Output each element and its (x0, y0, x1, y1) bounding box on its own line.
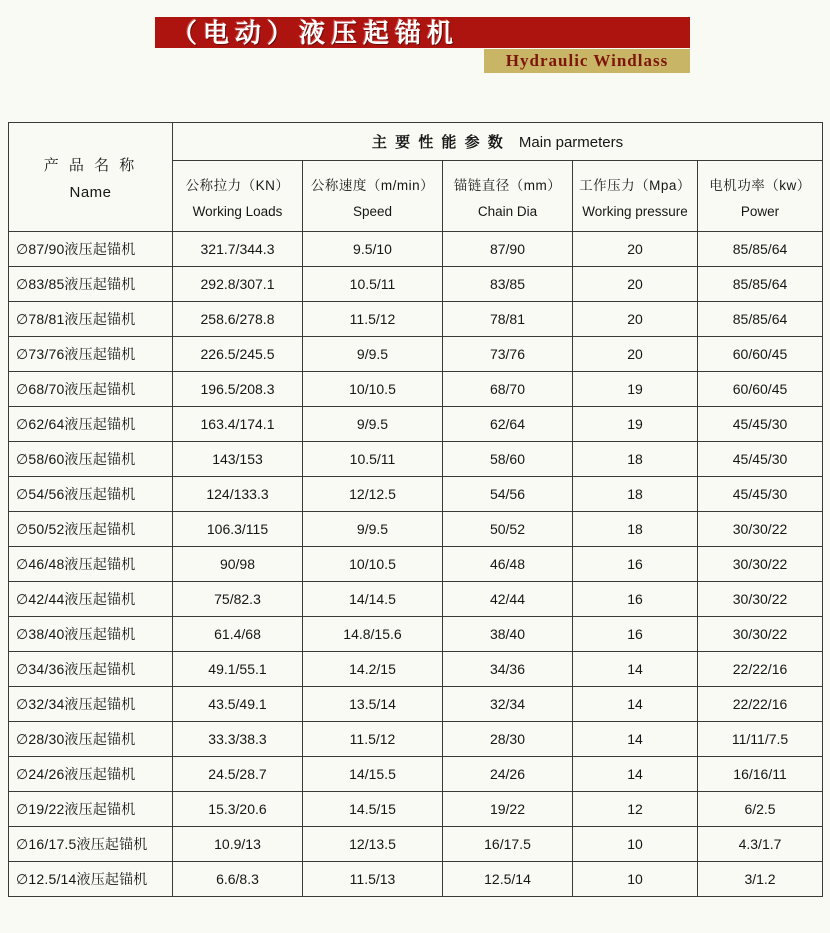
value-cell: 34/36 (443, 652, 573, 687)
value-cell: 292.8/307.1 (173, 267, 303, 302)
column-header-en: Power (740, 203, 780, 219)
value-cell: 20 (573, 302, 698, 337)
product-name-cell: ∅24/26液压起锚机 (9, 757, 173, 792)
value-cell: 3/1.2 (698, 862, 823, 897)
value-cell: 258.6/278.8 (173, 302, 303, 337)
column-header-cn: 公称拉力（KN） (185, 177, 290, 193)
value-cell: 30/30/22 (698, 582, 823, 617)
column-header-3 (573, 161, 698, 232)
title-banner (155, 17, 690, 48)
value-cell: 11/11/7.5 (698, 722, 823, 757)
value-cell: 45/45/30 (698, 407, 823, 442)
column-header-0 (173, 161, 303, 232)
value-cell: 50/52 (443, 512, 573, 547)
value-cell: 13.5/14 (303, 687, 443, 722)
value-cell: 20 (573, 337, 698, 372)
table-row (9, 337, 823, 372)
value-cell: 14/15.5 (303, 757, 443, 792)
table-row (9, 372, 823, 407)
value-cell: 90/98 (173, 547, 303, 582)
product-name-cell: ∅50/52液压起锚机 (9, 512, 173, 547)
value-cell: 12 (573, 792, 698, 827)
value-cell: 6.6/8.3 (173, 862, 303, 897)
product-name-cell: ∅38/40液压起锚机 (9, 617, 173, 652)
main-parameters-header (173, 123, 823, 161)
value-cell: 54/56 (443, 477, 573, 512)
value-cell: 14.5/15 (303, 792, 443, 827)
value-cell: 58/60 (443, 442, 573, 477)
value-cell: 10/10.5 (303, 547, 443, 582)
column-header-en: Working Loads (192, 203, 283, 219)
table-row (9, 862, 823, 897)
column-header-cn: 公称速度（m/min） (310, 177, 435, 193)
value-cell: 85/85/64 (698, 232, 823, 267)
value-cell: 16 (573, 617, 698, 652)
product-name-cell: ∅68/70液压起锚机 (9, 372, 173, 407)
product-name-cell: ∅34/36液压起锚机 (9, 652, 173, 687)
value-cell: 11.5/12 (303, 302, 443, 337)
table-row (9, 792, 823, 827)
value-cell: 42/44 (443, 582, 573, 617)
value-cell: 45/45/30 (698, 442, 823, 477)
table-row (9, 407, 823, 442)
value-cell: 14 (573, 722, 698, 757)
spec-table (8, 122, 823, 897)
product-name-cell: ∅16/17.5液压起锚机 (9, 827, 173, 862)
value-cell: 33.3/38.3 (173, 722, 303, 757)
value-cell: 43.5/49.1 (173, 687, 303, 722)
value-cell: 19 (573, 407, 698, 442)
product-name-cell: ∅12.5/14液压起锚机 (9, 862, 173, 897)
name-column-header (9, 123, 173, 232)
value-cell: 10 (573, 862, 698, 897)
value-cell: 83/85 (443, 267, 573, 302)
spec-table-header (9, 123, 823, 232)
table-row (9, 652, 823, 687)
value-cell: 143/153 (173, 442, 303, 477)
value-cell: 73/76 (443, 337, 573, 372)
value-cell: 62/64 (443, 407, 573, 442)
column-header-cn: 电机功率（kw） (709, 177, 811, 193)
value-cell: 19/22 (443, 792, 573, 827)
product-name-cell: ∅32/34液压起锚机 (9, 687, 173, 722)
value-cell: 16/16/11 (698, 757, 823, 792)
value-cell: 12/13.5 (303, 827, 443, 862)
value-cell: 16/17.5 (443, 827, 573, 862)
value-cell: 18 (573, 442, 698, 477)
value-cell: 11.5/13 (303, 862, 443, 897)
value-cell: 12.5/14 (443, 862, 573, 897)
value-cell: 9/9.5 (303, 407, 443, 442)
table-row (9, 617, 823, 652)
table-row (9, 827, 823, 862)
name-header-cn: 产 品 名 称 (43, 156, 138, 174)
value-cell: 22/22/16 (698, 652, 823, 687)
value-cell: 14/14.5 (303, 582, 443, 617)
value-cell: 10.5/11 (303, 267, 443, 302)
value-cell: 45/45/30 (698, 477, 823, 512)
value-cell: 14.2/15 (303, 652, 443, 687)
column-header-2 (443, 161, 573, 232)
column-header-cn: 锚链直径（mm） (453, 177, 562, 193)
value-cell: 30/30/22 (698, 617, 823, 652)
product-name-cell: ∅62/64液压起锚机 (9, 407, 173, 442)
table-row (9, 582, 823, 617)
product-name-cell: ∅83/85液压起锚机 (9, 267, 173, 302)
value-cell: 85/85/64 (698, 267, 823, 302)
value-cell: 49.1/55.1 (173, 652, 303, 687)
value-cell: 15.3/20.6 (173, 792, 303, 827)
value-cell: 20 (573, 267, 698, 302)
product-name-cell: ∅78/81液压起锚机 (9, 302, 173, 337)
value-cell: 4.3/1.7 (698, 827, 823, 862)
value-cell: 87/90 (443, 232, 573, 267)
page-title: （电动）液压起锚机 (171, 17, 460, 48)
main-header-row (9, 123, 823, 161)
column-header-cn: 工作压力（Mpa） (579, 177, 691, 193)
value-cell: 9/9.5 (303, 512, 443, 547)
table-row (9, 477, 823, 512)
page-subtitle: Hydraulic Windlass (505, 51, 669, 70)
value-cell: 14.8/15.6 (303, 617, 443, 652)
value-cell: 19 (573, 372, 698, 407)
name-header-en: Name (69, 183, 112, 201)
main-header-cn: 主 要 性 能 参 数 (371, 134, 505, 151)
value-cell: 14 (573, 757, 698, 792)
value-cell: 22/22/16 (698, 687, 823, 722)
value-cell: 60/60/45 (698, 372, 823, 407)
value-cell: 20 (573, 232, 698, 267)
product-name-cell: ∅42/44液压起锚机 (9, 582, 173, 617)
value-cell: 10.5/11 (303, 442, 443, 477)
subtitle-banner (484, 49, 690, 73)
value-cell: 28/30 (443, 722, 573, 757)
value-cell: 9/9.5 (303, 337, 443, 372)
value-cell: 10.9/13 (173, 827, 303, 862)
value-cell: 124/133.3 (173, 477, 303, 512)
product-name-cell: ∅28/30液压起锚机 (9, 722, 173, 757)
value-cell: 9.5/10 (303, 232, 443, 267)
column-header-en: Chain Dia (477, 203, 538, 219)
value-cell: 24.5/28.7 (173, 757, 303, 792)
value-cell: 38/40 (443, 617, 573, 652)
value-cell: 18 (573, 477, 698, 512)
value-cell: 85/85/64 (698, 302, 823, 337)
column-header-en: Working pressure (582, 203, 688, 219)
value-cell: 30/30/22 (698, 512, 823, 547)
value-cell: 163.4/174.1 (173, 407, 303, 442)
value-cell: 6/2.5 (698, 792, 823, 827)
table-row (9, 302, 823, 337)
spec-table-body (9, 232, 823, 897)
main-header-en: Main parmeters (518, 134, 624, 151)
table-row (9, 442, 823, 477)
column-header-en: Speed (352, 203, 393, 219)
value-cell: 32/34 (443, 687, 573, 722)
table-row (9, 232, 823, 267)
column-header-4 (698, 161, 823, 232)
product-name-cell: ∅19/22液压起锚机 (9, 792, 173, 827)
product-name-cell: ∅87/90液压起锚机 (9, 232, 173, 267)
value-cell: 10 (573, 827, 698, 862)
column-header-1 (303, 161, 443, 232)
value-cell: 61.4/68 (173, 617, 303, 652)
value-cell: 24/26 (443, 757, 573, 792)
value-cell: 14 (573, 652, 698, 687)
table-row (9, 687, 823, 722)
value-cell: 12/12.5 (303, 477, 443, 512)
value-cell: 60/60/45 (698, 337, 823, 372)
value-cell: 16 (573, 547, 698, 582)
value-cell: 196.5/208.3 (173, 372, 303, 407)
value-cell: 321.7/344.3 (173, 232, 303, 267)
value-cell: 226.5/245.5 (173, 337, 303, 372)
value-cell: 11.5/12 (303, 722, 443, 757)
value-cell: 14 (573, 687, 698, 722)
product-name-cell: ∅58/60液压起锚机 (9, 442, 173, 477)
table-row (9, 547, 823, 582)
value-cell: 78/81 (443, 302, 573, 337)
value-cell: 75/82.3 (173, 582, 303, 617)
value-cell: 30/30/22 (698, 547, 823, 582)
product-name-cell: ∅73/76液压起锚机 (9, 337, 173, 372)
value-cell: 46/48 (443, 547, 573, 582)
value-cell: 68/70 (443, 372, 573, 407)
value-cell: 16 (573, 582, 698, 617)
value-cell: 10/10.5 (303, 372, 443, 407)
table-row (9, 267, 823, 302)
product-name-cell: ∅46/48液压起锚机 (9, 547, 173, 582)
product-name-cell: ∅54/56液压起锚机 (9, 477, 173, 512)
table-row (9, 757, 823, 792)
table-row (9, 512, 823, 547)
value-cell: 106.3/115 (173, 512, 303, 547)
table-row (9, 722, 823, 757)
value-cell: 18 (573, 512, 698, 547)
